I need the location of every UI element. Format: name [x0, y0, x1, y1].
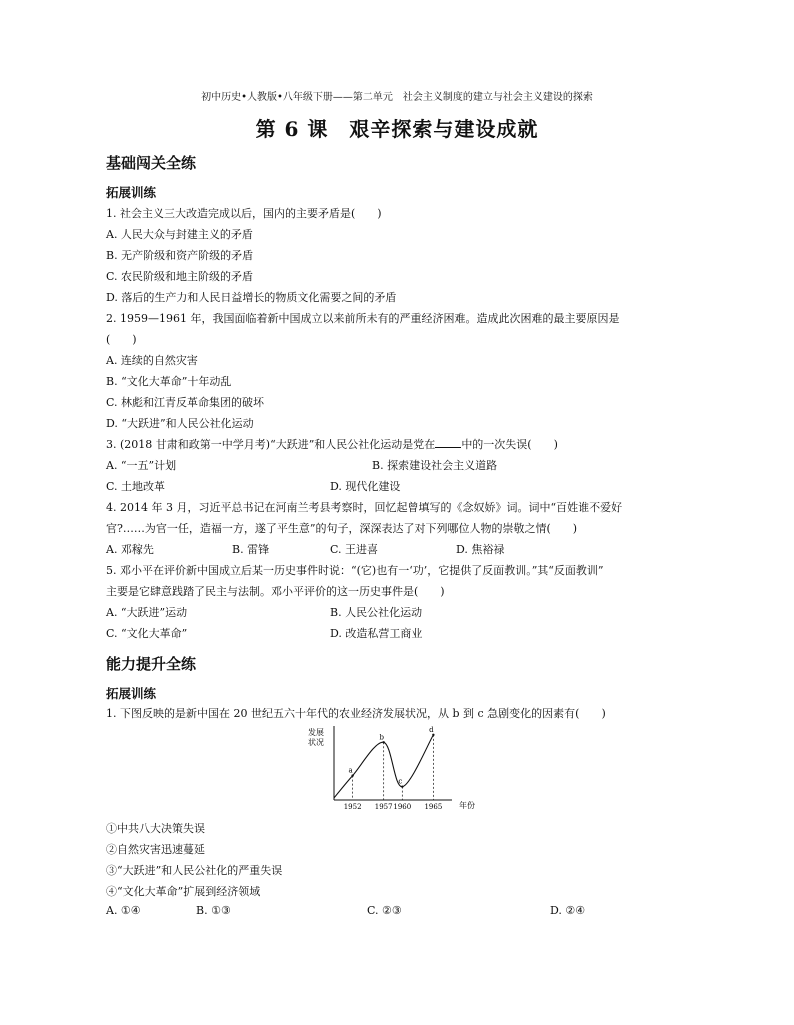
chart-x-tick-1957: 1957: [374, 803, 393, 811]
q2-option-c: C. 林彪和江青反革命集团的破坏: [106, 396, 265, 409]
q5-stem: 5. 邓小平在评价新中国成立后某一历史事件时说：“(它)也有一‘功’，它提供了反面教训。”其“反面教训”: [106, 564, 604, 577]
q4-option-a: A. 邓稼先: [106, 543, 154, 556]
chart-y-label-line2: 状况: [308, 738, 324, 747]
q5-option-b: B. 人民公社化运动: [330, 606, 423, 619]
q5-option-c: C. “文化大革命”: [106, 627, 188, 640]
section-heading-basic: 基础闯关全练: [106, 154, 197, 172]
q5-option-a: A. “大跃进”运动: [106, 606, 188, 619]
q4-stem: 4. 2014 年 3 月，习近平总书记在河南兰考县考察时，回忆起曾填写的《念奴娇》词。词中“百姓谁不爱好: [106, 501, 623, 514]
chart-x-tick-1965: 1965: [424, 803, 443, 811]
q4-option-b: B. 雷锋: [232, 543, 270, 556]
chart-y-label-line1: 发展: [308, 728, 324, 737]
chart-point-c: [401, 785, 403, 787]
chart-point-label-b: b: [379, 733, 384, 742]
q3-stem: [106, 436, 558, 452]
q4-option-c: C. 王进喜: [330, 543, 379, 556]
q3-option-d: D. 现代化建设: [330, 480, 401, 493]
q1-stem: 1. 社会主义三大改造完成以后，国内的主要矛盾是( ): [106, 207, 382, 220]
chart-point-b: [382, 741, 384, 743]
q5-option-d: D. 改造私营工商业: [330, 627, 423, 640]
q3-option-b: B. 探索建设社会主义道路: [372, 459, 498, 472]
q3-answer-blank: [435, 437, 461, 448]
subheading-extension-1: 拓展训练: [106, 185, 157, 200]
q2-option-d: D. “大跃进”和人民公社化运动: [106, 417, 254, 430]
subheading-extension-2: 拓展训练: [106, 686, 157, 701]
s2-q1-option-b: B. ①③: [196, 904, 231, 917]
q1-option-d: D. 落后的生产力和人民日益增长的物质文化需要之间的矛盾: [106, 291, 397, 304]
q3-stem-part-b: 中的一次失误( ): [461, 438, 558, 451]
chart-x-tick-1952: 1952: [343, 803, 362, 811]
statement-2: ②自然灾害迅速蔓延: [106, 843, 205, 856]
chart-point-label-d: d: [429, 725, 434, 734]
chart-x-tick-1960: 1960: [393, 803, 412, 811]
lesson-title: 第 6 课 艰辛探索与建设成就: [255, 117, 539, 141]
chart-x-label: 年份: [459, 801, 475, 810]
s2-q1-option-d: D. ②④: [550, 904, 586, 917]
q2-stem-paren: ( ): [106, 333, 137, 346]
s2-q1-option-a: A. ①④: [106, 904, 141, 917]
q4-option-d: D. 焦裕禄: [456, 543, 505, 556]
q2-option-b: B. “文化大革命”十年动乱: [106, 375, 232, 388]
q1-option-b: B. 无产阶级和资产阶级的矛盾: [106, 249, 254, 262]
chart-point-label-a: a: [348, 766, 353, 775]
q1-option-a: A. 人民大众与封建主义的矛盾: [106, 228, 253, 241]
q4-stem-line2: 官?……为官一任，造福一方，遂了平生意”的句子，深深表达了对下列哪位人物的崇敬之情( ): [106, 522, 578, 535]
q2-option-a: A. 连续的自然灾害: [106, 354, 198, 367]
q5-stem-line2: 主要是它肆意践踏了民主与法制。邓小平评价的这一历史事件是( ): [106, 585, 445, 598]
q3-option-c: C. 土地改革: [106, 480, 166, 493]
q1-option-c: C. 农民阶级和地主阶级的矛盾: [106, 270, 254, 283]
s2-q1-stem: 1. 下图反映的是新中国在 20 世纪五六十年代的农业经济发展状况，从 b 到 c 急剧变化的因素有( ): [106, 707, 606, 720]
statement-3: ③“大跃进”和人民公社化的严重失误: [106, 864, 283, 877]
q2-stem: 2. 1959—1961 年，我国面临着新中国成立以来前所未有的严重经济困难。造成此次困难的最主要原因是: [106, 312, 620, 325]
q3-option-a: A. “一五”计划: [106, 459, 177, 472]
statement-1: ①中共八大决策失误: [106, 822, 205, 835]
s2-q1-option-c: C. ②③: [367, 904, 402, 917]
chart-point-d: [432, 734, 434, 736]
statement-4: ④“文化大革命”扩展到经济领域: [106, 885, 261, 898]
section-heading-ability: 能力提升全练: [106, 655, 197, 673]
q3-stem-part-a: 3. (2018 甘肃和政第一中学月考)“大跃进”和人民公社化运动是党在: [106, 438, 436, 451]
chart-point-label-c: c: [398, 777, 403, 786]
agri-development-chart: [300, 718, 500, 816]
chart-point-a: [351, 774, 353, 776]
page-header: 初中历史•人教版•八年级下册——第二单元 社会主义制度的建立与社会主义建设的探索: [201, 92, 593, 103]
